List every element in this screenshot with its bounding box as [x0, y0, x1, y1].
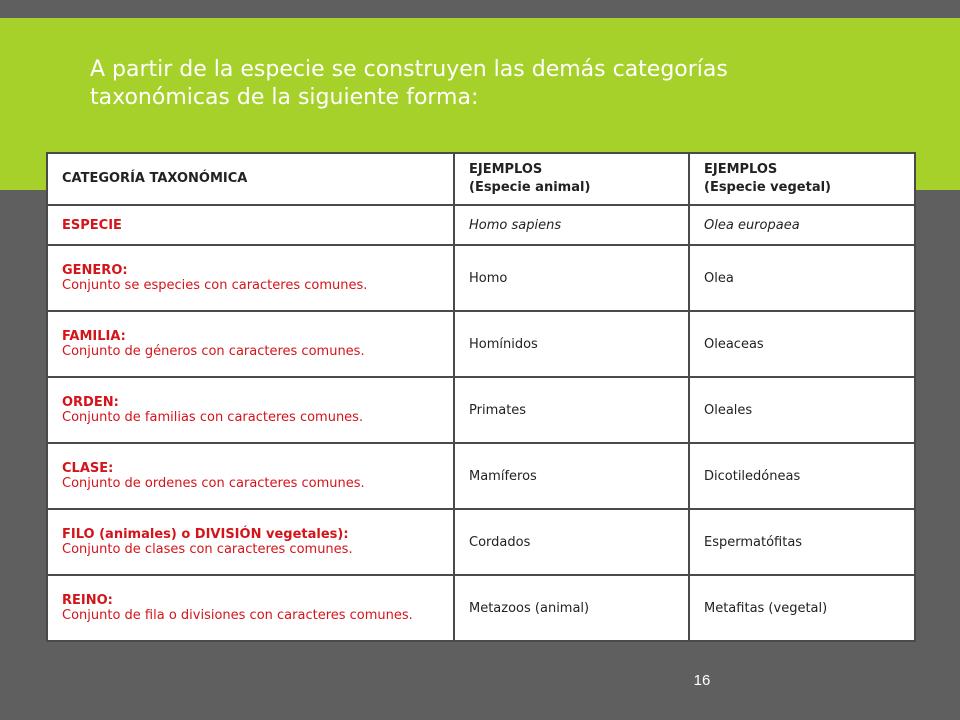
table-row — [47, 311, 915, 377]
category-name: REINO: — [62, 593, 113, 608]
category-name: CLASE: — [62, 461, 114, 476]
category-name: FILO (animales) o DIVISIÓN vegetales): — [62, 527, 349, 542]
table-row — [47, 575, 915, 641]
category-name: ORDEN: — [62, 395, 119, 410]
animal-example: Homo — [454, 245, 689, 311]
taxonomy-table — [46, 152, 916, 642]
page-number: 16 — [693, 672, 711, 689]
category-cell — [47, 575, 454, 641]
table-header-row — [47, 153, 915, 205]
category-description: Conjunto de familias con caracteres comunes. — [62, 410, 364, 425]
category-description: Conjunto de géneros con caracteres comunes. — [62, 344, 365, 359]
animal-example: Primates — [454, 377, 689, 443]
animal-example: Cordados — [454, 509, 689, 575]
category-cell — [47, 377, 454, 443]
category-name: GENERO: — [62, 263, 128, 278]
header-plant-line1: EJEMPLOS — [704, 162, 778, 177]
header-plant-line2: (Especie vegetal) — [704, 180, 831, 195]
header-animal-examples — [454, 153, 689, 205]
plant-example: Olea — [689, 245, 915, 311]
slide-title: A partir de la especie se construyen las demás categorías taxonómicas de la siguiente forma: — [90, 57, 728, 110]
category-description: Conjunto se especies con caracteres comunes. — [62, 278, 368, 293]
category-description: Conjunto de clases con caracteres comunes. — [62, 542, 353, 557]
plant-example: Espermatófitas — [689, 509, 915, 575]
animal-example: Homínidos — [454, 311, 689, 377]
table-row — [47, 245, 915, 311]
header-category: CATEGORÍA TAXONÓMICA — [47, 153, 454, 205]
table-row — [47, 205, 915, 245]
category-description: Conjunto de fila o divisiones con caracteres comunes. — [62, 608, 413, 623]
plant-example: Olea europaea — [689, 205, 915, 245]
category-cell — [47, 205, 454, 245]
plant-example: Oleales — [689, 377, 915, 443]
top-strip — [0, 0, 960, 18]
header-animal-line1: EJEMPLOS — [469, 162, 543, 177]
plant-example: Oleaceas — [689, 311, 915, 377]
header-plant-examples — [689, 153, 915, 205]
table-row — [47, 509, 915, 575]
plant-example: Dicotiledóneas — [689, 443, 915, 509]
category-name: ESPECIE — [62, 217, 122, 233]
category-cell — [47, 311, 454, 377]
animal-example: Metazoos (animal) — [454, 575, 689, 641]
category-cell — [47, 443, 454, 509]
animal-example: Mamíferos — [454, 443, 689, 509]
table-row — [47, 443, 915, 509]
header-animal-line2: (Especie animal) — [469, 180, 591, 195]
plant-example: Metafitas (vegetal) — [689, 575, 915, 641]
animal-example: Homo sapiens — [454, 205, 689, 245]
category-cell — [47, 245, 454, 311]
table-row — [47, 377, 915, 443]
category-cell — [47, 509, 454, 575]
category-description: Conjunto de ordenes con caracteres comunes. — [62, 476, 365, 491]
category-name: FAMILIA: — [62, 329, 126, 344]
